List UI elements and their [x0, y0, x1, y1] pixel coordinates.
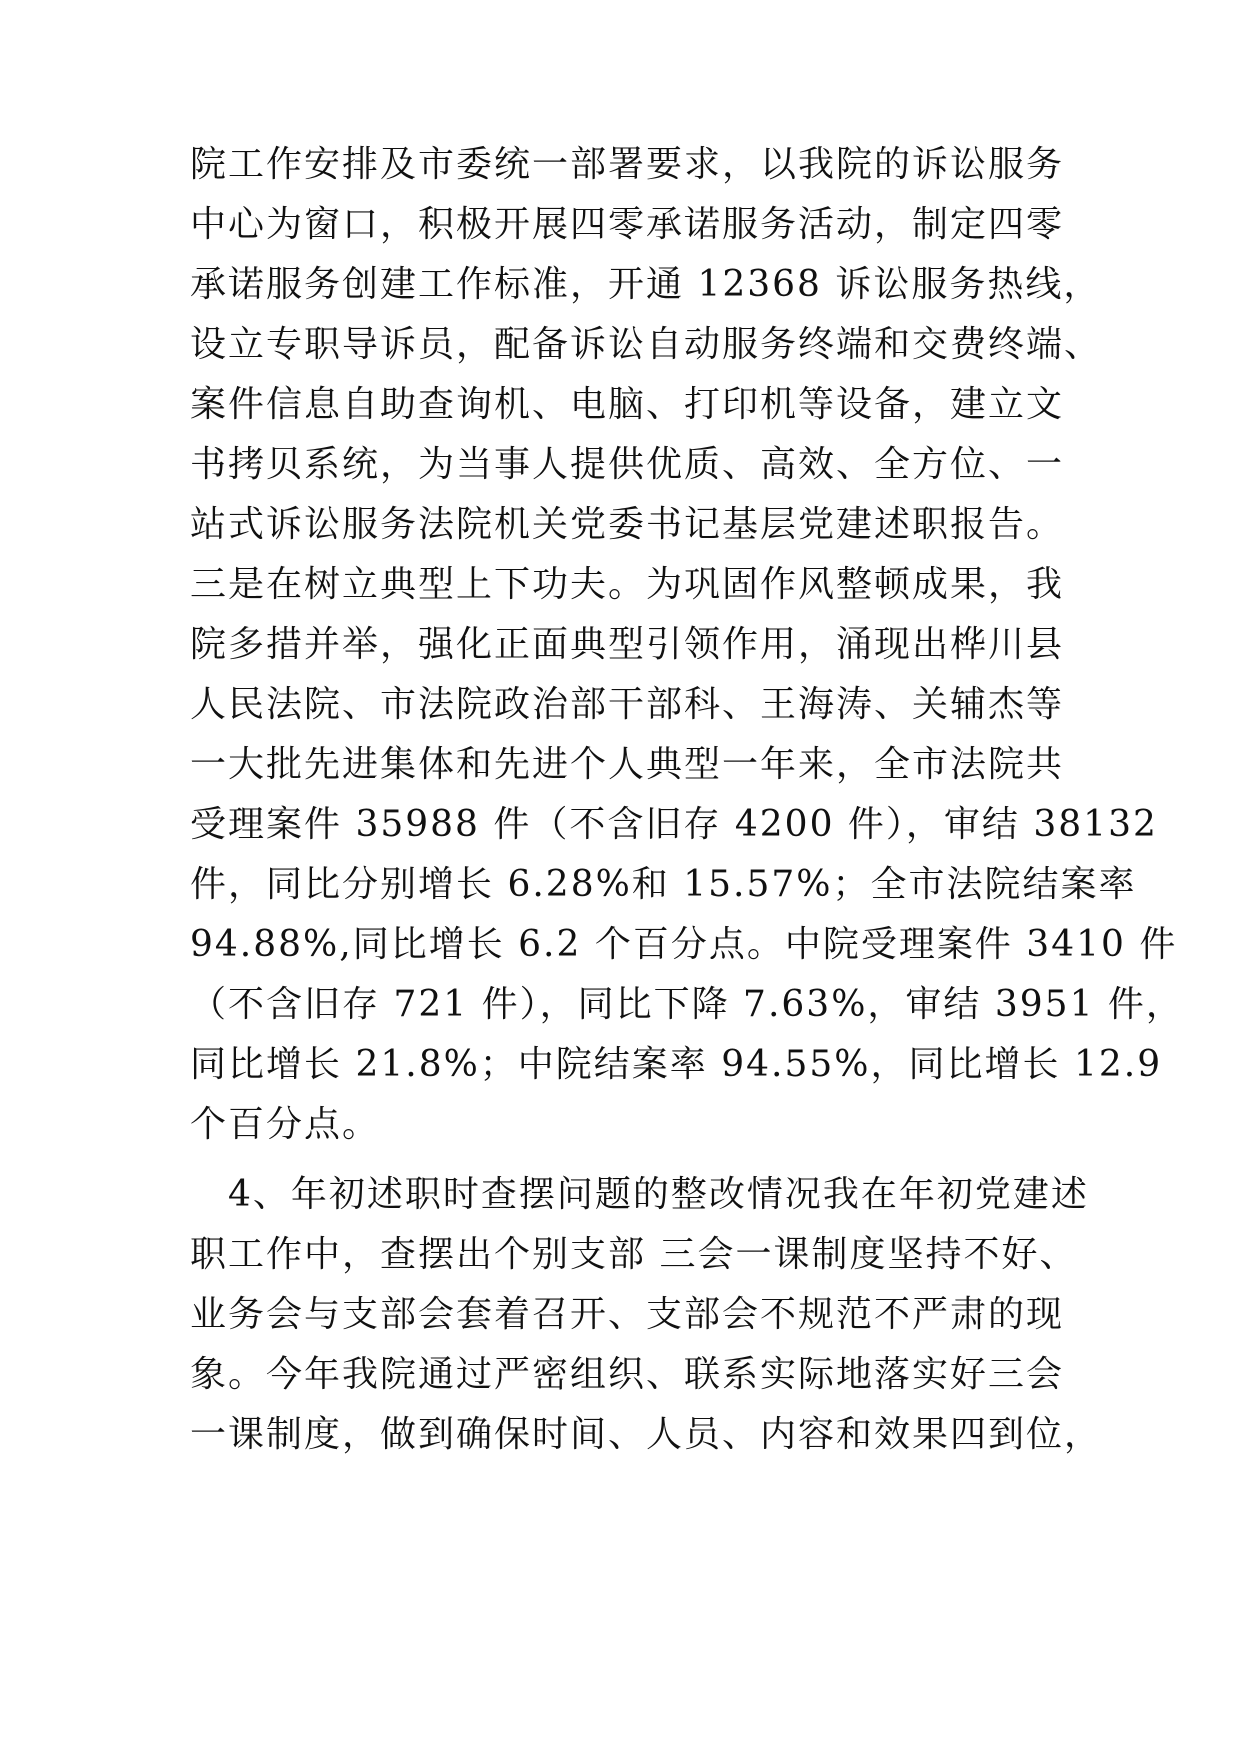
- text-line: 承诺服务创建工作标准，开通 12368 诉讼服务热线，: [190, 264, 1102, 305]
- text-line: 院工作安排及市委统一部署要求，以我院的诉讼服务: [190, 144, 1065, 185]
- text-line: 三是在树立典型上下功夫。为巩固作风整顿成果，我: [190, 564, 1065, 605]
- text-line: 象。今年我院通过严密组织、联系实际地落实好三会: [190, 1354, 1065, 1395]
- text-line: 个百分点。: [190, 1104, 381, 1145]
- text-line: 站式诉讼服务法院机关党委书记基层党建述职报告。: [190, 504, 1065, 545]
- text-line: 受理案件 35988 件（不含旧存 4200 件），审结 38132: [190, 804, 1158, 845]
- text-line: 94.88%,同比增长 6.2 个百分点。中院受理案件 3410 件: [190, 924, 1178, 965]
- text-line: 中心为窗口，积极开展四零承诺服务活动，制定四零: [190, 204, 1065, 245]
- text-line: 书拷贝系统，为当事人提供优质、高效、全方位、一: [190, 444, 1065, 485]
- text-line: 件，同比分别增长 6.28%和 15.57%；全市法院结案率: [190, 864, 1137, 905]
- text-line: 设立专职导诉员，配备诉讼自动服务终端和交费终端、: [190, 324, 1103, 365]
- text-line: （不含旧存 721 件），同比下降 7.63%，审结 3951 件，: [190, 984, 1184, 1025]
- text-line: 一大批先进集体和先进个人典型一年来，全市法院共: [190, 744, 1065, 785]
- text-line: 业务会与支部会套着召开、支部会不规范不严肃的现: [190, 1294, 1065, 1335]
- text-line: 院多措并举，强化正面典型引领作用，涌现出桦川县: [190, 624, 1065, 665]
- text-line: 案件信息自助查询机、电脑、打印机等设备，建立文: [190, 384, 1065, 425]
- text-line: 人民法院、市法院政治部干部科、王海涛、关辅杰等: [190, 684, 1065, 725]
- text-line: 一课制度，做到确保时间、人员、内容和效果四到位，: [190, 1414, 1103, 1455]
- text-line: 职工作中，查摆出个别支部 三会一课制度坚持不好、: [190, 1234, 1078, 1275]
- text-line: 同比增长 21.8%；中院结案率 94.55%，同比增长 12.9: [190, 1044, 1163, 1085]
- text-line: 4、年初述职时查摆问题的整改情况我在年初党建述: [190, 1174, 1089, 1215]
